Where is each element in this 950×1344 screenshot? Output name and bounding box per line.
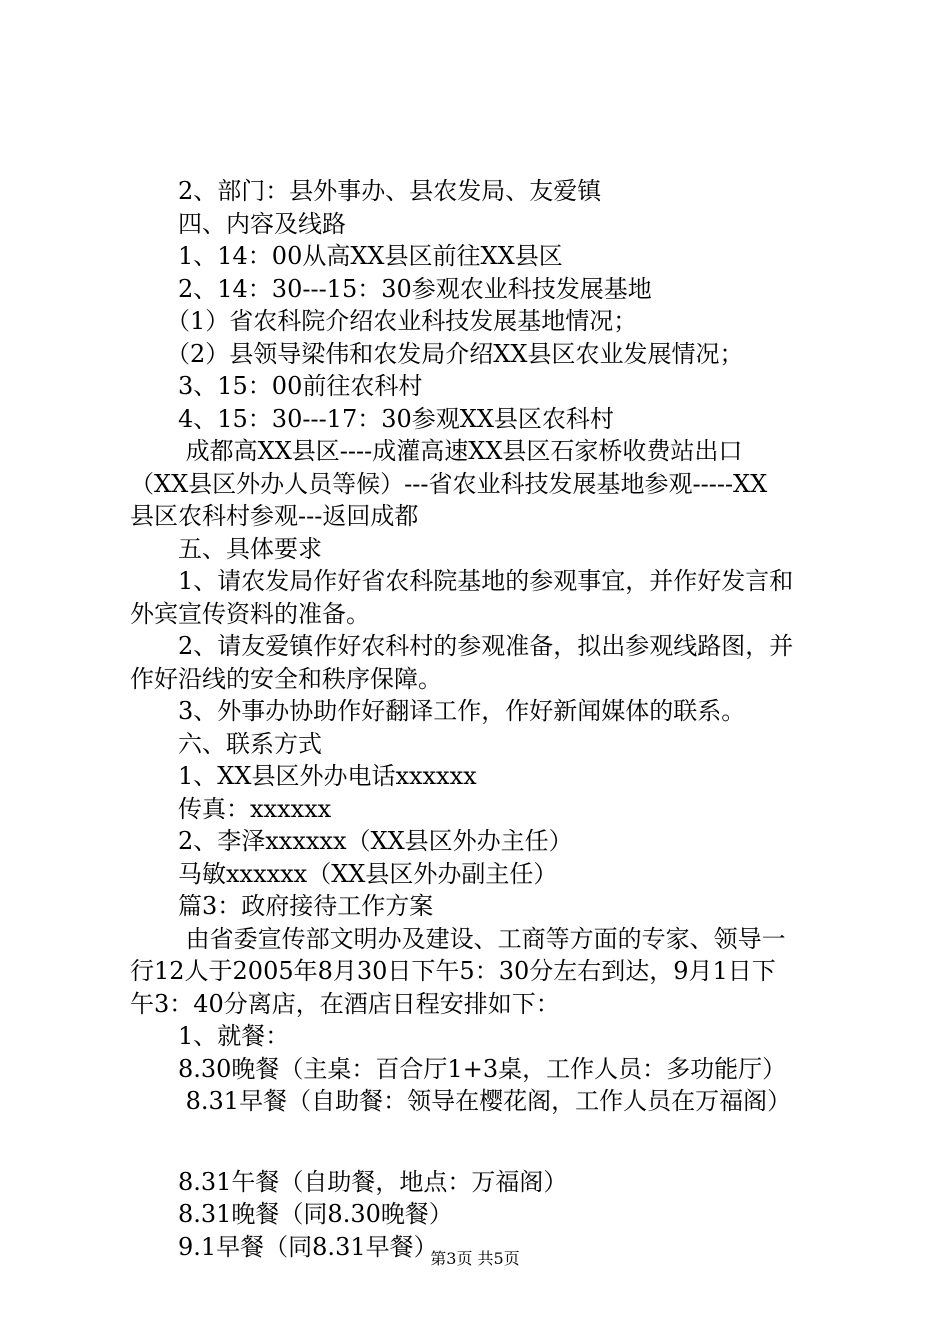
section-heading: 六、联系方式 <box>130 729 322 758</box>
text-line: 4、15：30---17：30参观XX县区农科村 <box>130 404 614 433</box>
text-line: 行12人于2005年8月30日下午5：30分左右到达，9月1日下 <box>130 957 776 985</box>
section-heading: 四、内容及线路 <box>130 209 346 238</box>
text-line: 外宾宣传资料的准备。 <box>130 599 370 628</box>
document-body <box>130 175 830 1263</box>
text-line: 县区农科村参观---返回成都 <box>130 502 419 530</box>
text-line: 3、15：00前往农科村 <box>130 372 423 400</box>
text-line: 传真：xxxxxx <box>130 794 332 823</box>
text-line: 1、请农发局作好省农科院基地的参观事宜，并作好发言和 <box>130 567 794 595</box>
text-line: 成都高XX县区----成灌高速XX县区石家桥收费站出口 <box>130 437 743 465</box>
text-line: 8.31晚餐（同8.30晚餐） <box>130 1200 453 1228</box>
text-line: 1、就餐： <box>130 1022 290 1050</box>
text-line: 8.31午餐（自助餐，地点：万福阁） <box>130 1167 568 1196</box>
text-line: 马敏xxxxxx（XX县区外办副主任） <box>130 859 558 888</box>
text-line: 3、外事办协助作好翻译工作，作好新闻媒体的联系。 <box>130 697 746 725</box>
text-line: 2、14：30---15：30参观农业科技发展基地 <box>130 274 652 303</box>
text-line: 作好沿线的安全和秩序保障。 <box>130 664 442 693</box>
text-line: 1、XX县区外办电话xxxxxx <box>130 762 477 790</box>
blank-line <box>130 1118 830 1166</box>
page-footer: 第3页 共5页 <box>430 1249 520 1268</box>
text-line: 午3：40分离店，在酒店日程安排如下： <box>130 989 560 1018</box>
text-line: 2、请友爱镇作好农科村的参观准备，拟出参观线路图，并 <box>130 632 794 660</box>
text-line: 9.1早餐（同8.31早餐） <box>130 1232 438 1261</box>
text-line: 2、李泽xxxxxx（XX县区外办主任） <box>130 827 573 855</box>
text-line: （1）省农科院介绍农业科技发展基地情况； <box>130 307 638 335</box>
text-line: 8.30晚餐（主桌：百合厅1+3桌，工作人员：多功能厅） <box>130 1054 787 1083</box>
section-heading: 篇3：政府接待工作方案 <box>130 892 434 920</box>
text-line: （XX县区外办人员等候）---省农业科技发展基地参观-----XX <box>130 469 768 498</box>
section-heading: 五、具体要求 <box>130 534 322 563</box>
text-line: 由省委宣传部文明办及建设、工商等方面的专家、领导一 <box>130 924 786 953</box>
text-line: 1、14：00从高XX县区前往XX县区 <box>130 242 563 270</box>
text-line: 8.31早餐（自助餐：领导在樱花阁，工作人员在万福阁） <box>130 1087 792 1115</box>
text-line: （2）县领导梁伟和农发局介绍XX县区农业发展情况； <box>130 339 744 368</box>
text-line: 2、部门：县外事办、县农发局、友爱镇 <box>130 177 602 205</box>
